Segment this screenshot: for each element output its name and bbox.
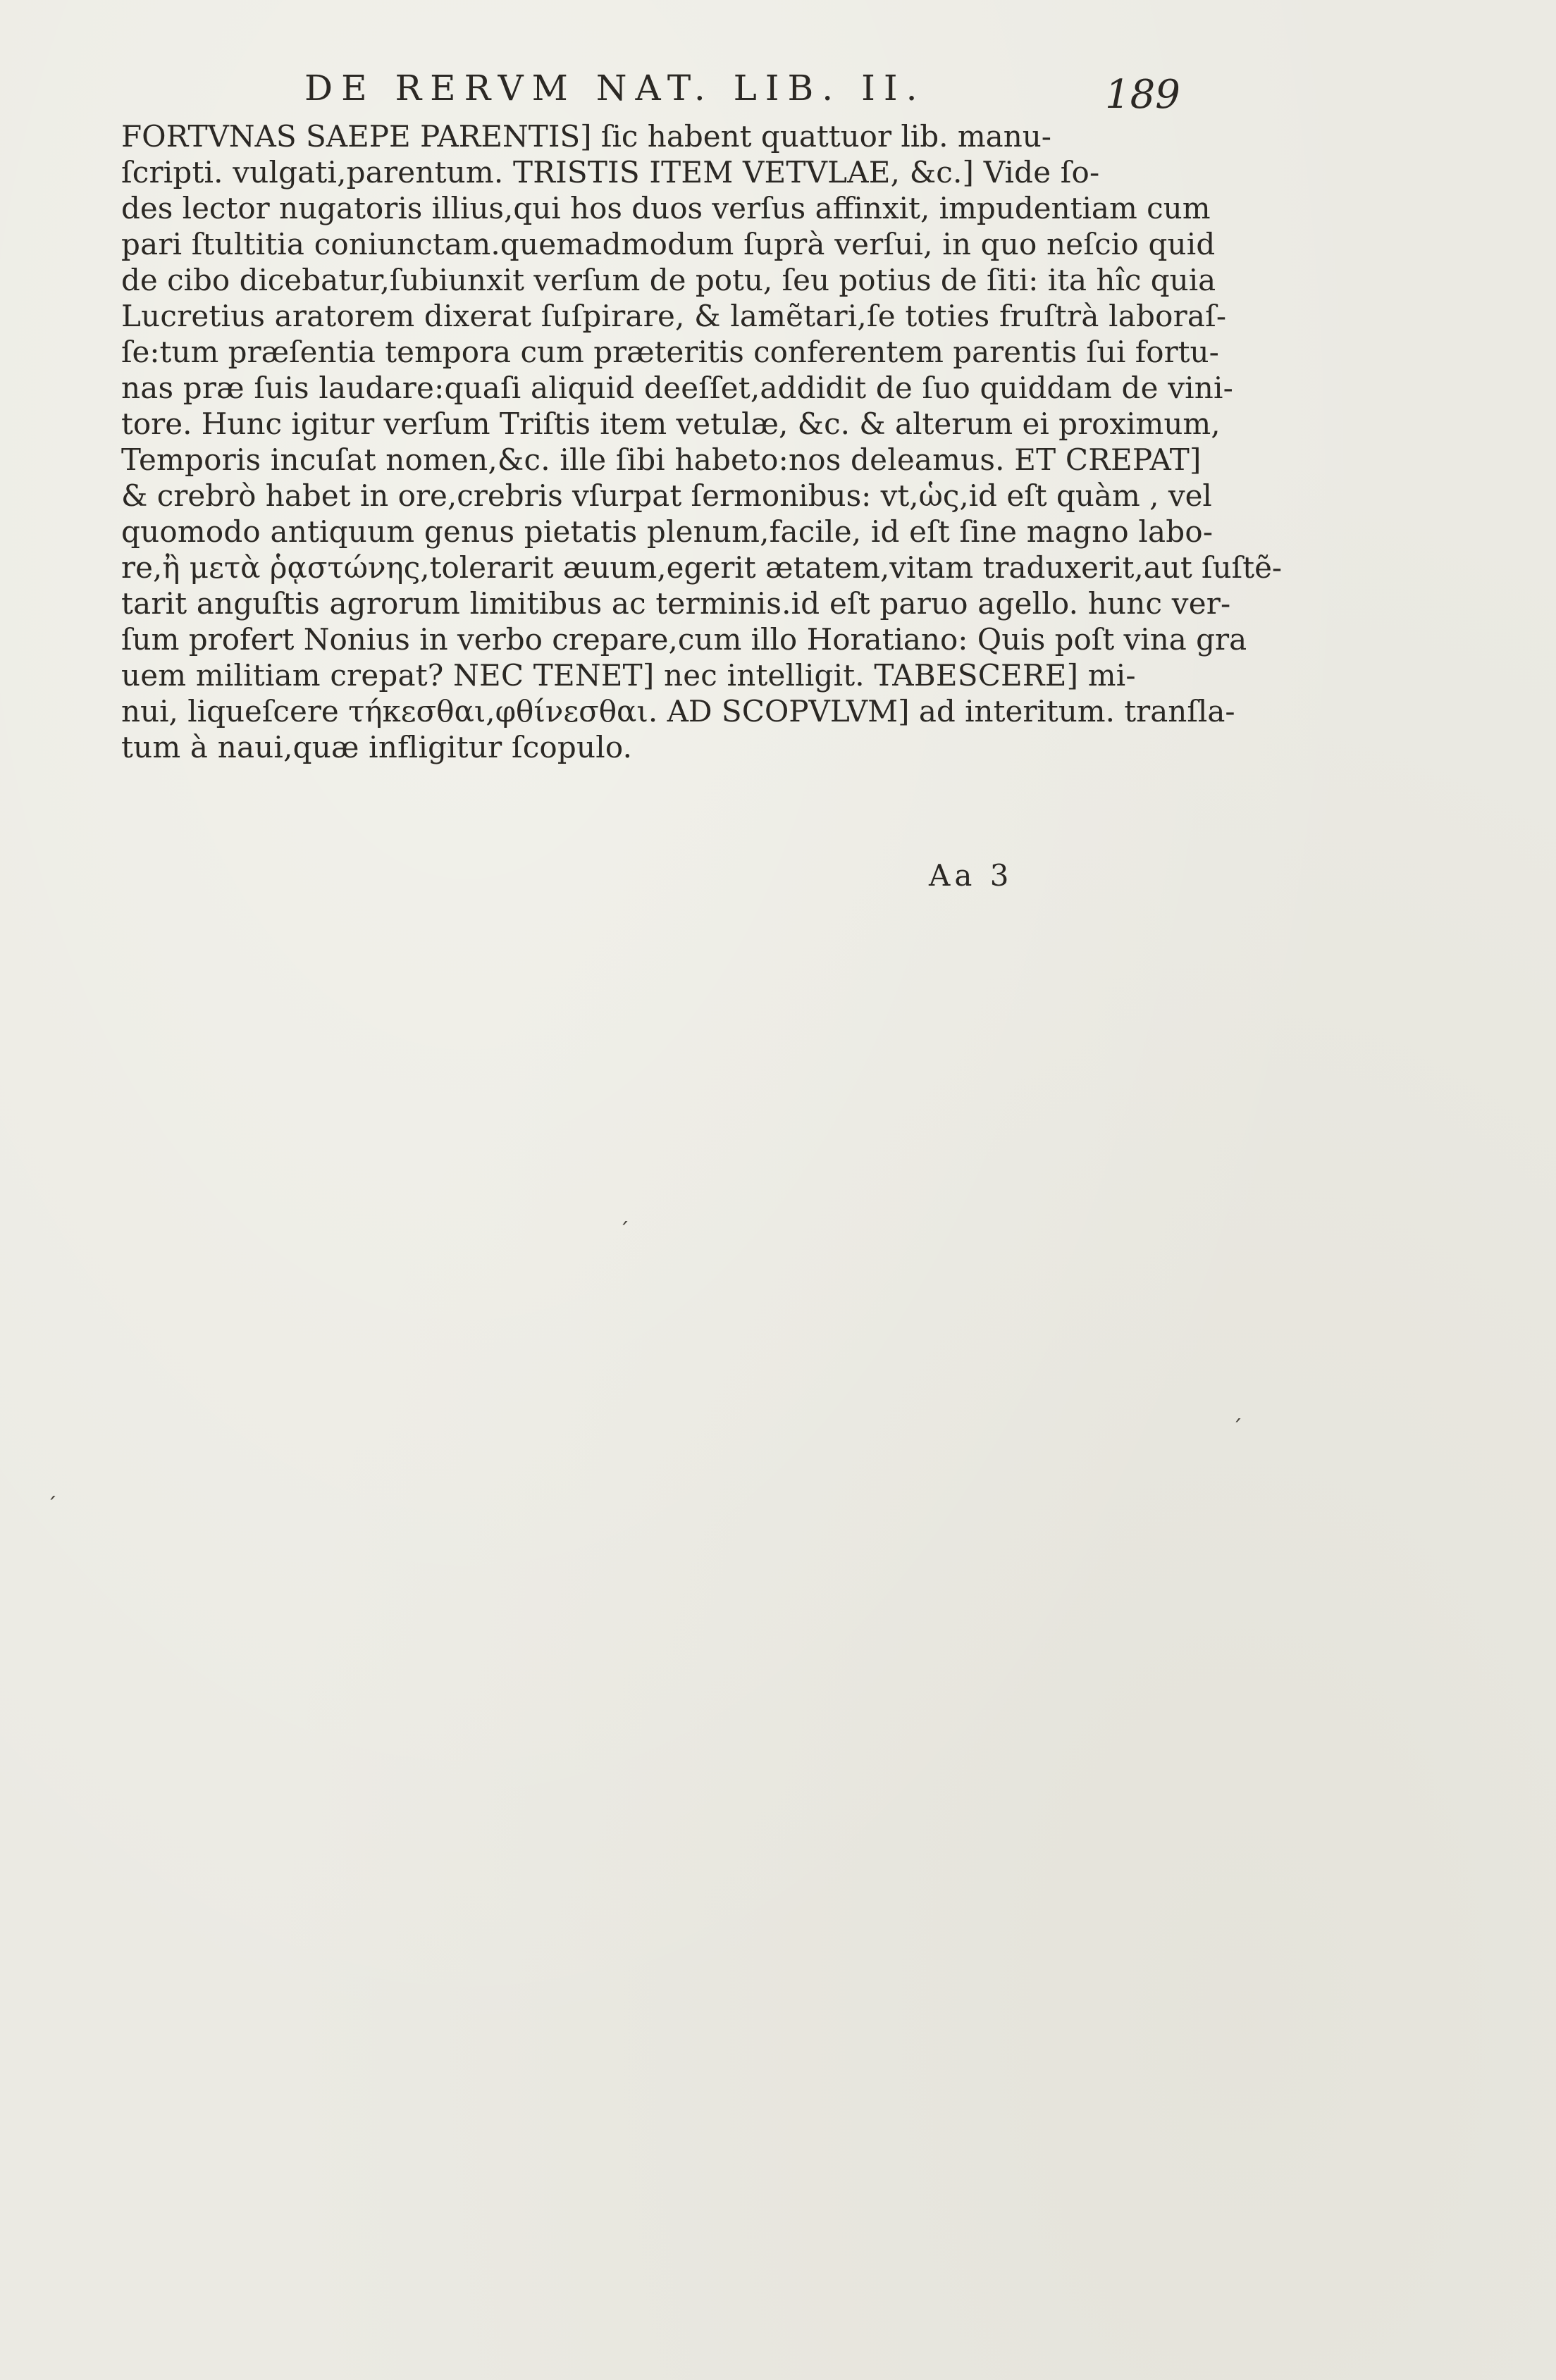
page-number: 189	[1105, 72, 1180, 118]
text-line: & crebrò habet in ore,crebris vſurpat ſermonibus: vt,ὡς,id eſt quàm , vel	[121, 478, 1212, 513]
running-head	[0, 68, 1556, 117]
text-line: re,ἢ μετὰ ῥᾳστώνης,tolerarit æuum,egerit ætatem,vitam traduxerit,aut ſuſtẽ-	[121, 550, 1283, 585]
text-line: Lucretius aratorem dixerat ſuſpirare, & lamẽtari,ſe toties fruſtrà laboraſ-	[121, 299, 1227, 333]
text-line: tum à naui,quæ infligitur ſcopulo.	[121, 730, 633, 764]
signature-mark: Aa 3	[929, 858, 1013, 893]
running-title: DE RERVM NAT. LIB. II.	[304, 68, 926, 109]
text-line: ſe:tum præſentia tempora cum præteritis conferentem parentis ſui fortu-	[121, 335, 1219, 369]
text-line: nas præ ſuis laudare:quaſi aliquid deeſſet,addidit de ſuo quiddam de vini-	[121, 371, 1234, 405]
text-line: des lector nugatoris illius,qui hos duos verſus affinxit, impudentiam cum	[121, 191, 1211, 225]
text-line: Temporis incuſat nomen,&c. ille ſibi habeto:nos deleamus. ET CREPAT]	[121, 442, 1202, 477]
text-line: pari ſtultitia coniunctam.quemadmodum ſuprà verſui, in quo neſcio quid	[121, 227, 1216, 261]
text-line: ſcripti. vulgati,parentum. TRISTIS ITEM VETVLAE, &c.] Vide ſo-	[121, 155, 1100, 190]
paper-speck: ˊ	[619, 1219, 629, 1244]
commentary-text	[121, 118, 1283, 765]
text-line: de cibo dicebatur,ſubiunxit verſum de potu, ſeu potius de ſiti: ita hîc quia	[121, 263, 1216, 297]
text-line: quomodo antiquum genus pietatis plenum,facile, id eſt ſine magno labo-	[121, 514, 1214, 549]
text-line: FORTVNAS SAEPE PARENTIS] ſic habent quattuor lib. manu-	[121, 119, 1051, 154]
text-line: ſum profert Nonius in verbo crepare,cum illo Horatiano: Quis poſt vina gra	[121, 622, 1247, 657]
text-line: tarit anguſtis agrorum limitibus ac terminis.id eſt paruo agello. hunc ver-	[121, 586, 1231, 621]
paper-speck: ˊ	[1232, 1416, 1242, 1441]
text-line: uem militiam crepat? NEC TENET] nec intelligit. TABESCERE] mi-	[121, 658, 1136, 693]
text-line: tore. Hunc igitur verſum Triſtis item vetulæ, &c. & alterum ei proximum,	[121, 407, 1221, 441]
paper-speck: ˊ	[47, 1494, 57, 1518]
text-line: nui, liqueſcere τήκεσθαι,φθίνεσθαι. AD SCOPVLVM] ad interitum. tranſla-	[121, 694, 1235, 729]
